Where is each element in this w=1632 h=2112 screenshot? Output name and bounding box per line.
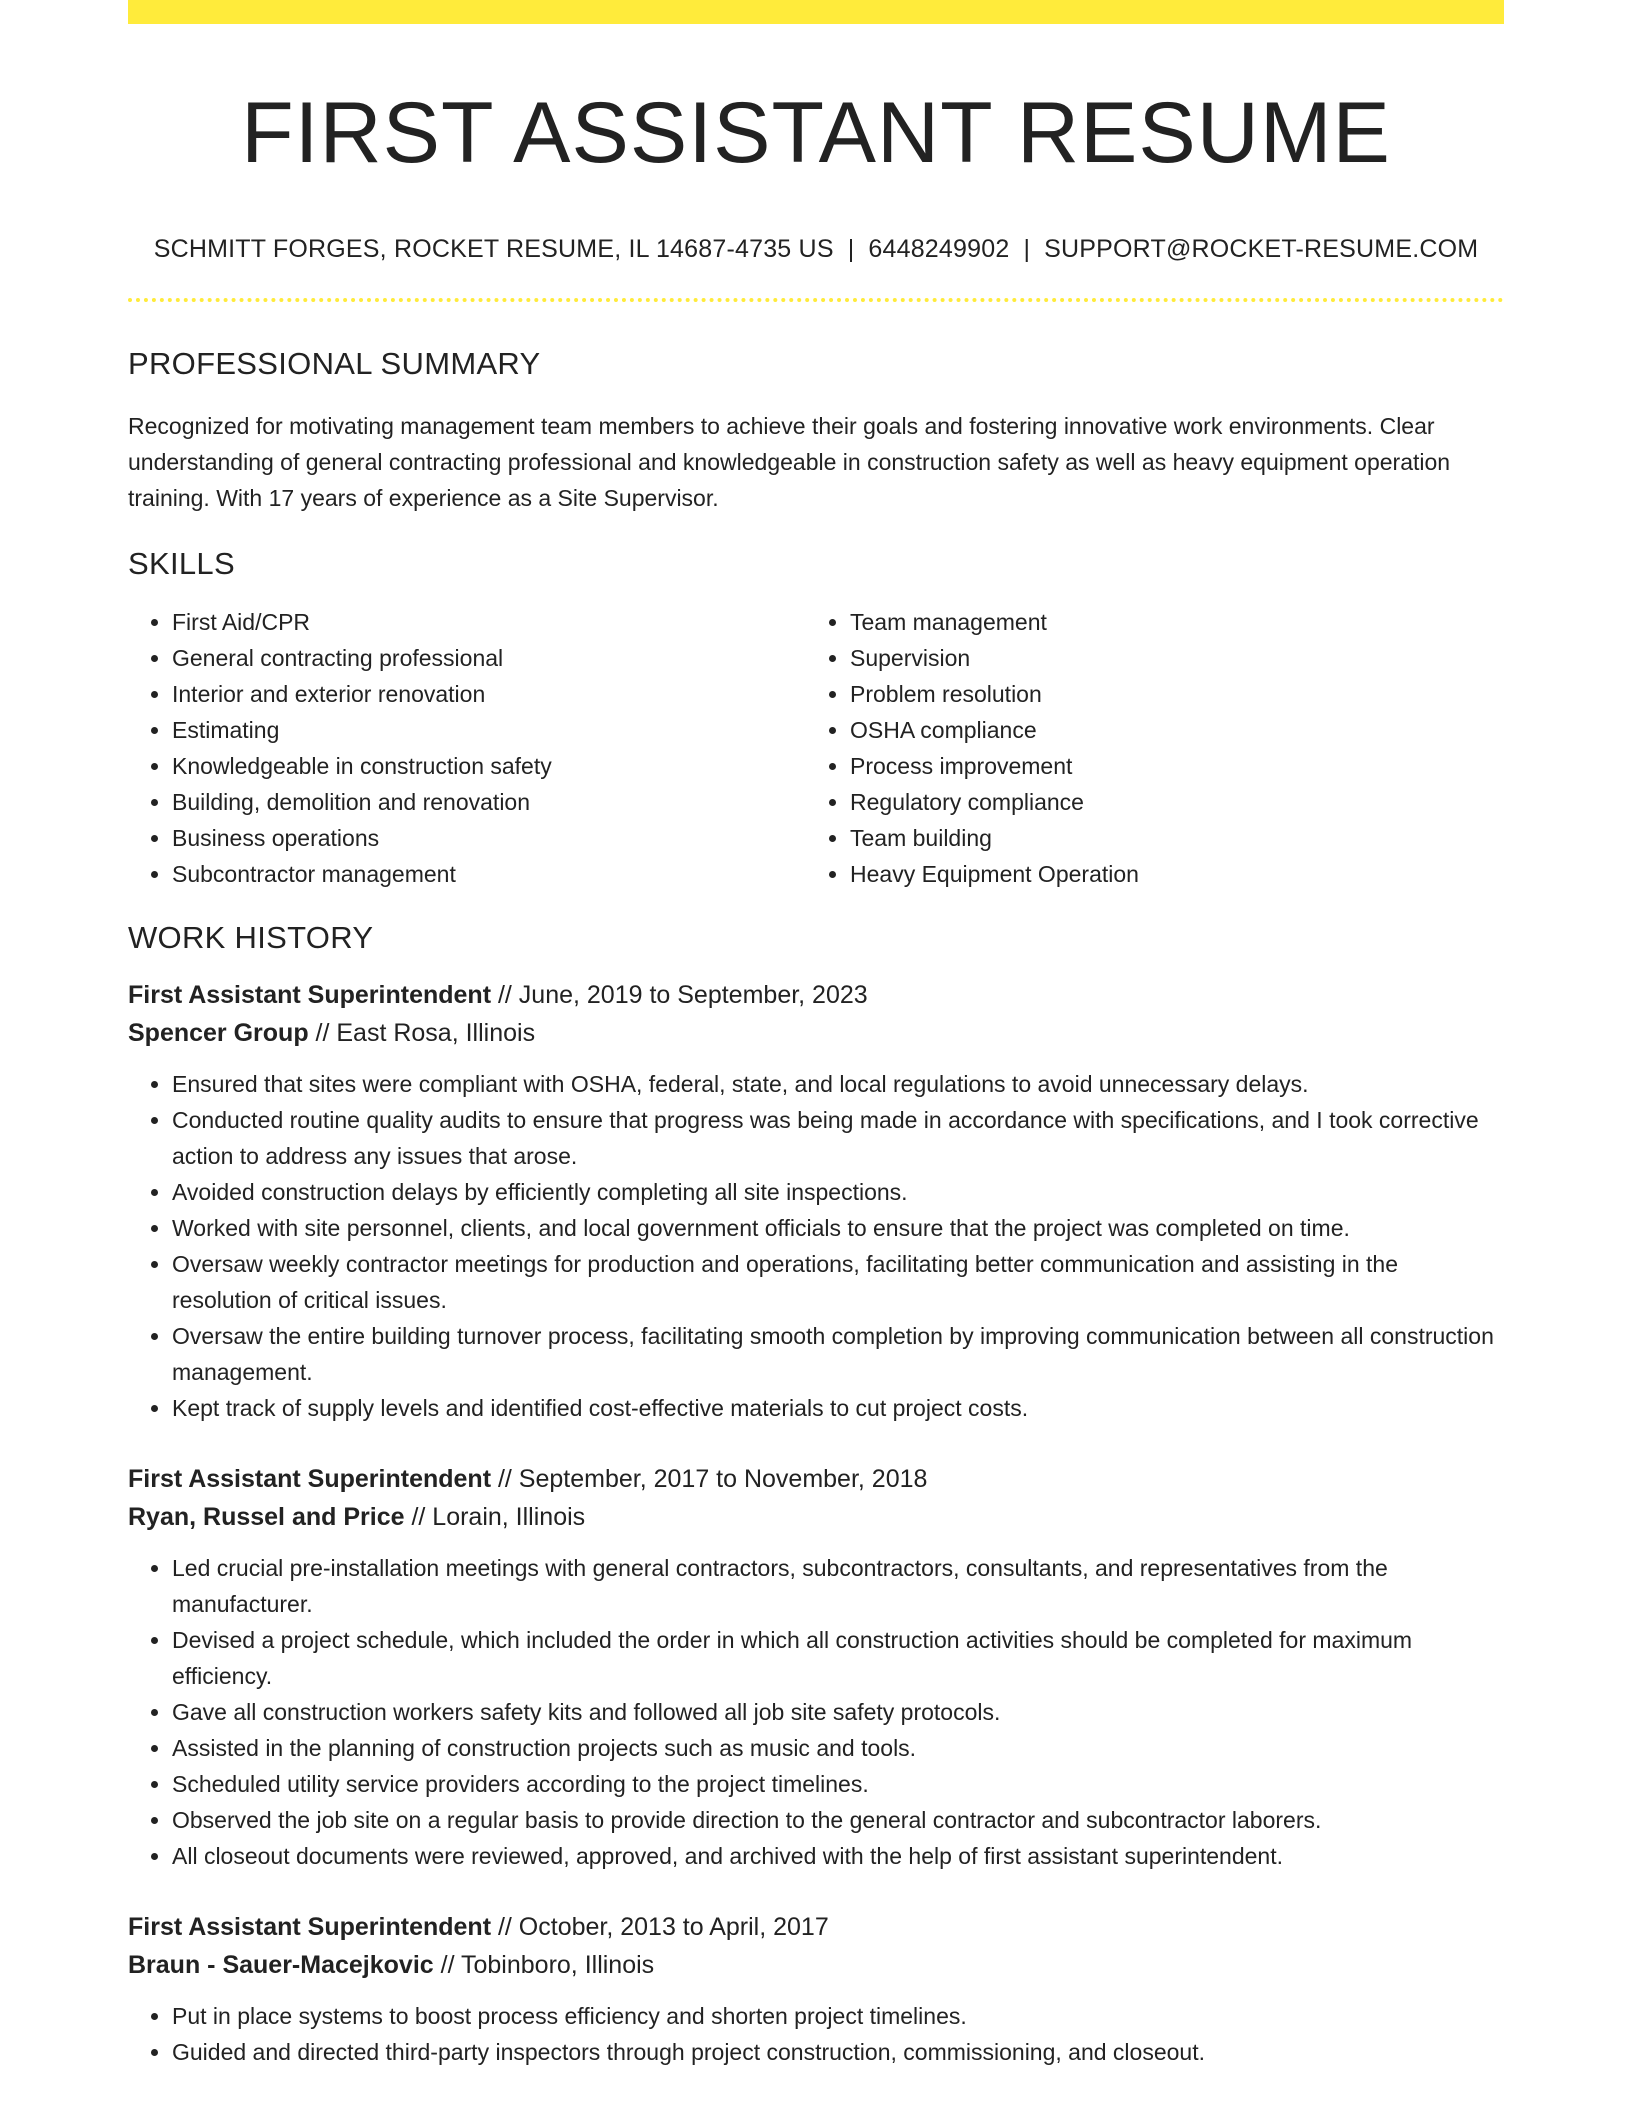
job-bullet: • Assisted in the planning of construction projects such as music and tools. [172,1730,1504,1766]
dotted-divider [128,298,1504,302]
job-bullet: • Put in place systems to boost process efficiency and shorten project timelines. [172,1998,1504,2034]
job-company: Spencer Group [128,1018,309,1047]
job-company-line [128,1014,1504,1052]
summary-heading: PROFESSIONAL SUMMARY [128,345,541,381]
accent-top-bar [128,0,1504,24]
job-bullets [128,1998,1504,2070]
job-company-line [128,1946,1504,1984]
job-role: First Assistant Superintendent [128,980,492,1009]
job-bullet: • Scheduled utility service providers according to the project timelines. [172,1766,1504,1802]
job-company: Ryan, Russel and Price [128,1502,405,1531]
job-bullet: • Kept track of supply levels and identified cost-effective materials to cut project costs. [172,1390,1504,1426]
skills-list-right [806,604,1484,892]
skill-item: • First Aid/CPR [172,604,806,640]
contact-line [128,235,1504,264]
job-bullet: • All closeout documents were reviewed, approved, and archived with the help of first assistant superintendent. [172,1838,1504,1874]
job-role: First Assistant Superintendent [128,1912,492,1941]
skills-list-left [128,604,806,892]
skill-item: • General contracting professional [172,640,806,676]
job-location: // Tobinboro, Illinois [433,1950,655,1979]
job-bullet: • Devised a project schedule, which included the order in which all construction activities should be completed for maximum efficiency. [172,1622,1504,1694]
job-bullets [128,1066,1504,1426]
skill-item: • Team management [850,604,1484,640]
job-bullets [128,1550,1504,1874]
skill-item: • Team building [850,820,1484,856]
job-bullet: • Led crucial pre-installation meetings with general contractors, subcontractors, consultants, and representatives from the manufacturer. [172,1550,1504,1622]
skills-columns [128,604,1504,892]
job-dates: // September, 2017 to November, 2018 [491,1464,928,1493]
skill-item: • Problem resolution [850,676,1484,712]
job-entry [128,1460,1504,1874]
job-entry [128,1908,1504,2070]
job-location: // East Rosa, Illinois [308,1018,536,1047]
skill-item: • Process improvement [850,748,1484,784]
summary-text: Recognized for motivating management team members to achieve their goals and fostering innovative work environments. Clear understanding of general contracting professional and knowledgeable in construction safety as well as heavy equipment operation training. With 17 years of experience as a Site Supervisor. [128,412,1451,511]
job-bullet: • Oversaw the entire building turnover process, facilitating smooth completion by improving communication between all construction management. [172,1318,1504,1390]
job-dates: // October, 2013 to April, 2017 [491,1912,829,1941]
job-dates: // June, 2019 to September, 2023 [491,980,868,1009]
skill-item: • Heavy Equipment Operation [850,856,1484,892]
job-role-line [128,1908,1504,1946]
phone: 6448249902 [868,234,1010,263]
job-bullet: • Observed the job site on a regular basis to provide direction to the general contractor and subcontractor laborers. [172,1802,1504,1838]
resume-title: FIRST ASSISTANT RESUME [241,85,1391,181]
address: SCHMITT FORGES, ROCKET RESUME, IL 14687-4735 US [153,234,834,263]
job-entry [128,976,1504,1426]
skill-item: • Supervision [850,640,1484,676]
job-company-line [128,1498,1504,1536]
skill-item: • Business operations [172,820,806,856]
job-bullet: • Conducted routine quality audits to ensure that progress was being made in accordance with specifications, and I took corrective action to address any issues that arose. [172,1102,1504,1174]
job-location: // Lorain, Illinois [404,1502,586,1531]
skill-item: • Regulatory compliance [850,784,1484,820]
job-bullet: • Gave all construction workers safety kits and followed all job site safety protocols. [172,1694,1504,1730]
work-history-heading: WORK HISTORY [128,919,374,955]
job-role-line [128,976,1504,1014]
job-bullet: • Ensured that sites were compliant with OSHA, federal, state, and local regulations to avoid unnecessary delays. [172,1066,1504,1102]
job-bullet: • Guided and directed third-party inspectors through project construction, commissioning, and closeout. [172,2034,1504,2070]
skill-item: • Knowledgeable in construction safety [172,748,806,784]
job-bullet: • Avoided construction delays by efficiently completing all site inspections. [172,1174,1504,1210]
job-role-line [128,1460,1504,1498]
job-bullet: • Oversaw weekly contractor meetings for production and operations, facilitating better communication and assisting in the resolution of critical issues. [172,1246,1504,1318]
contact-separator: | [847,234,855,263]
job-bullet: • Worked with site personnel, clients, and local government officials to ensure that the project was completed on time. [172,1210,1504,1246]
job-role: First Assistant Superintendent [128,1464,492,1493]
resume-page [128,0,1504,2070]
job-company: Braun - Sauer-Macejkovic [128,1950,434,1979]
skill-item: • Subcontractor management [172,856,806,892]
email-link[interactable]: SUPPORT@ROCKET-RESUME.COM [1044,234,1479,263]
skills-heading: SKILLS [128,545,235,581]
contact-separator: | [1023,234,1031,263]
skill-item: • Estimating [172,712,806,748]
skill-item: • Building, demolition and renovation [172,784,806,820]
skill-item: • Interior and exterior renovation [172,676,806,712]
skill-item: • OSHA compliance [850,712,1484,748]
